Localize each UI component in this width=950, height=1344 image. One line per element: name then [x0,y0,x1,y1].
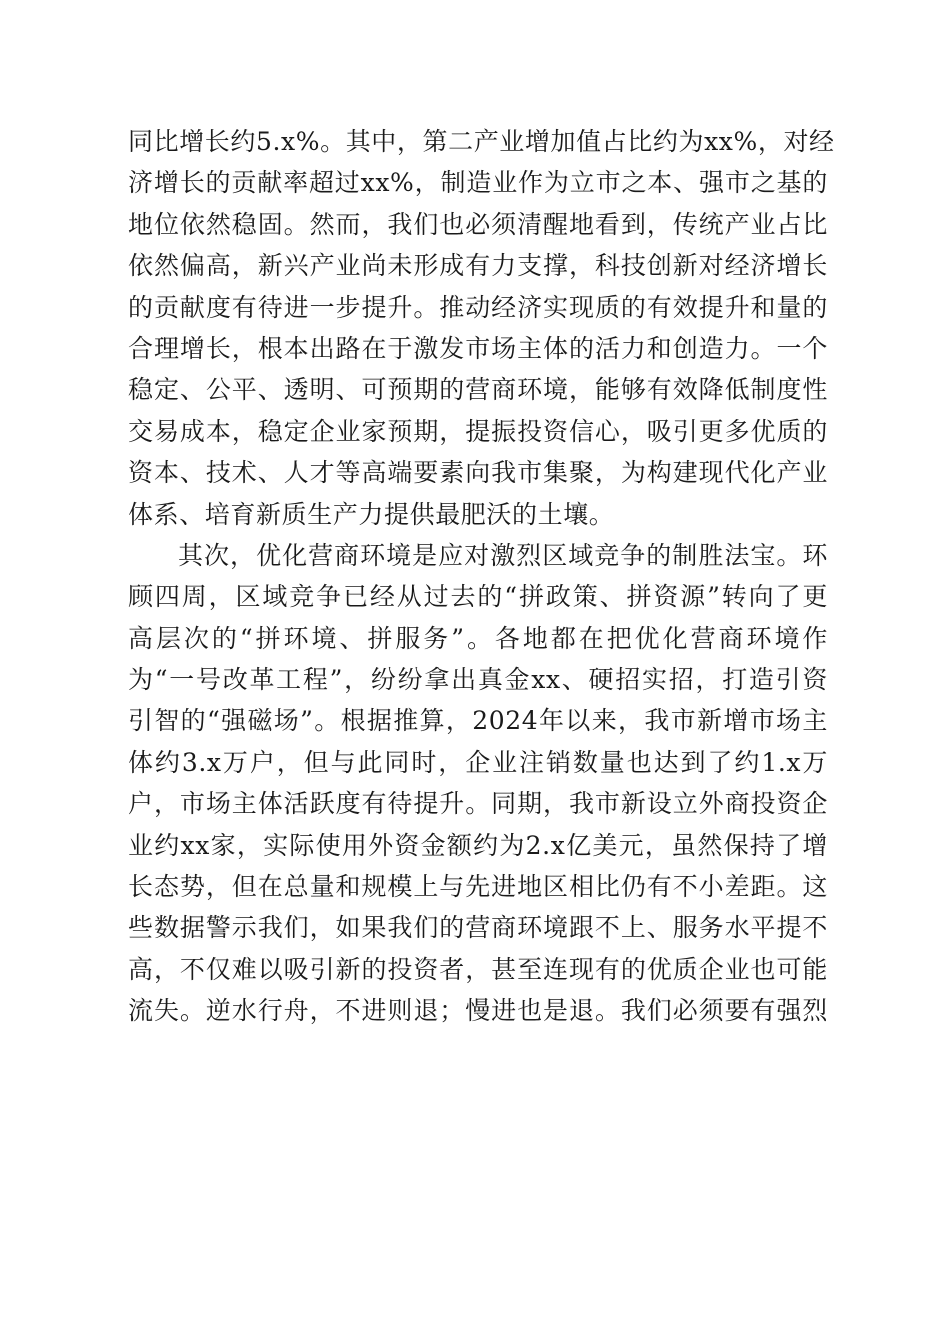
text-line: 资本、技术、人才等高端要素向我市集聚，为构建现代化产业 [128,458,828,488]
text-line: 济增长的贡献率超过xx%，制造业作为立市之本、强市之基的 [128,168,828,198]
text-line: 的贡献度有待进一步提升。推动经济实现质的有效提升和量的 [128,292,828,322]
text-line: 其次，优化营商环境是应对激烈区域竞争的制胜法宝。环 [178,540,828,570]
text-line: 依然偏高，新兴产业尚未形成有力支撑，科技创新对经济增长 [128,251,828,281]
body-text [128,121,835,1032]
text-line: 同比增长约5.x%。其中，第二产业增加值占比约为xx%，对经 [128,127,835,156]
text-line: 体约3.x万户，但与此同时，企业注销数量也达到了约1.x万 [128,747,828,777]
text-line: 户，市场主体活跃度有待提升。同期，我市新设立外商投资企 [128,789,828,819]
text-line: 业约xx家，实际使用外资金额约为2.x亿美元，虽然保持了增 [128,830,828,860]
text-line: 长态势，但在总量和规模上与先进地区相比仍有不小差距。这 [128,872,828,902]
text-line: 合理增长，根本出路在于激发市场主体的活力和创造力。一个 [128,333,828,363]
text-line: 体系、培育新质生产力提供最肥沃的土壤。 [128,499,615,529]
text-line: 些数据警示我们，如果我们的营商环境跟不上、服务水平提不 [128,913,828,943]
text-line: 为“一号改革工程”，纷纷拿出真金xx、硬招实招，打造引资 [128,665,828,695]
text-line: 高层次的“拼环境、拼服务”。各地都在把优化营商环境作 [128,623,828,653]
paragraph [128,535,828,1032]
text-line: 高，不仅难以吸引新的投资者，甚至连现有的优质企业也可能 [128,954,828,984]
text-line: 引智的“强磁场”。根据推算，2024年以来，我市新增市场主 [128,706,828,736]
text-line: 顾四周，区域竞争已经从过去的“拼政策、拼资源”转向了更 [128,582,828,612]
text-line: 地位依然稳固。然而，我们也必须清醒地看到，传统产业占比 [128,209,828,239]
paragraph [128,121,835,535]
text-line: 交易成本，稳定企业家预期，提振投资信心，吸引更多优质的 [128,416,828,446]
text-line: 流失。逆水行舟，不进则退；慢进也是退。我们必须要有强烈 [128,996,828,1026]
text-line: 稳定、公平、透明、可预期的营商环境，能够有效降低制度性 [128,375,828,405]
